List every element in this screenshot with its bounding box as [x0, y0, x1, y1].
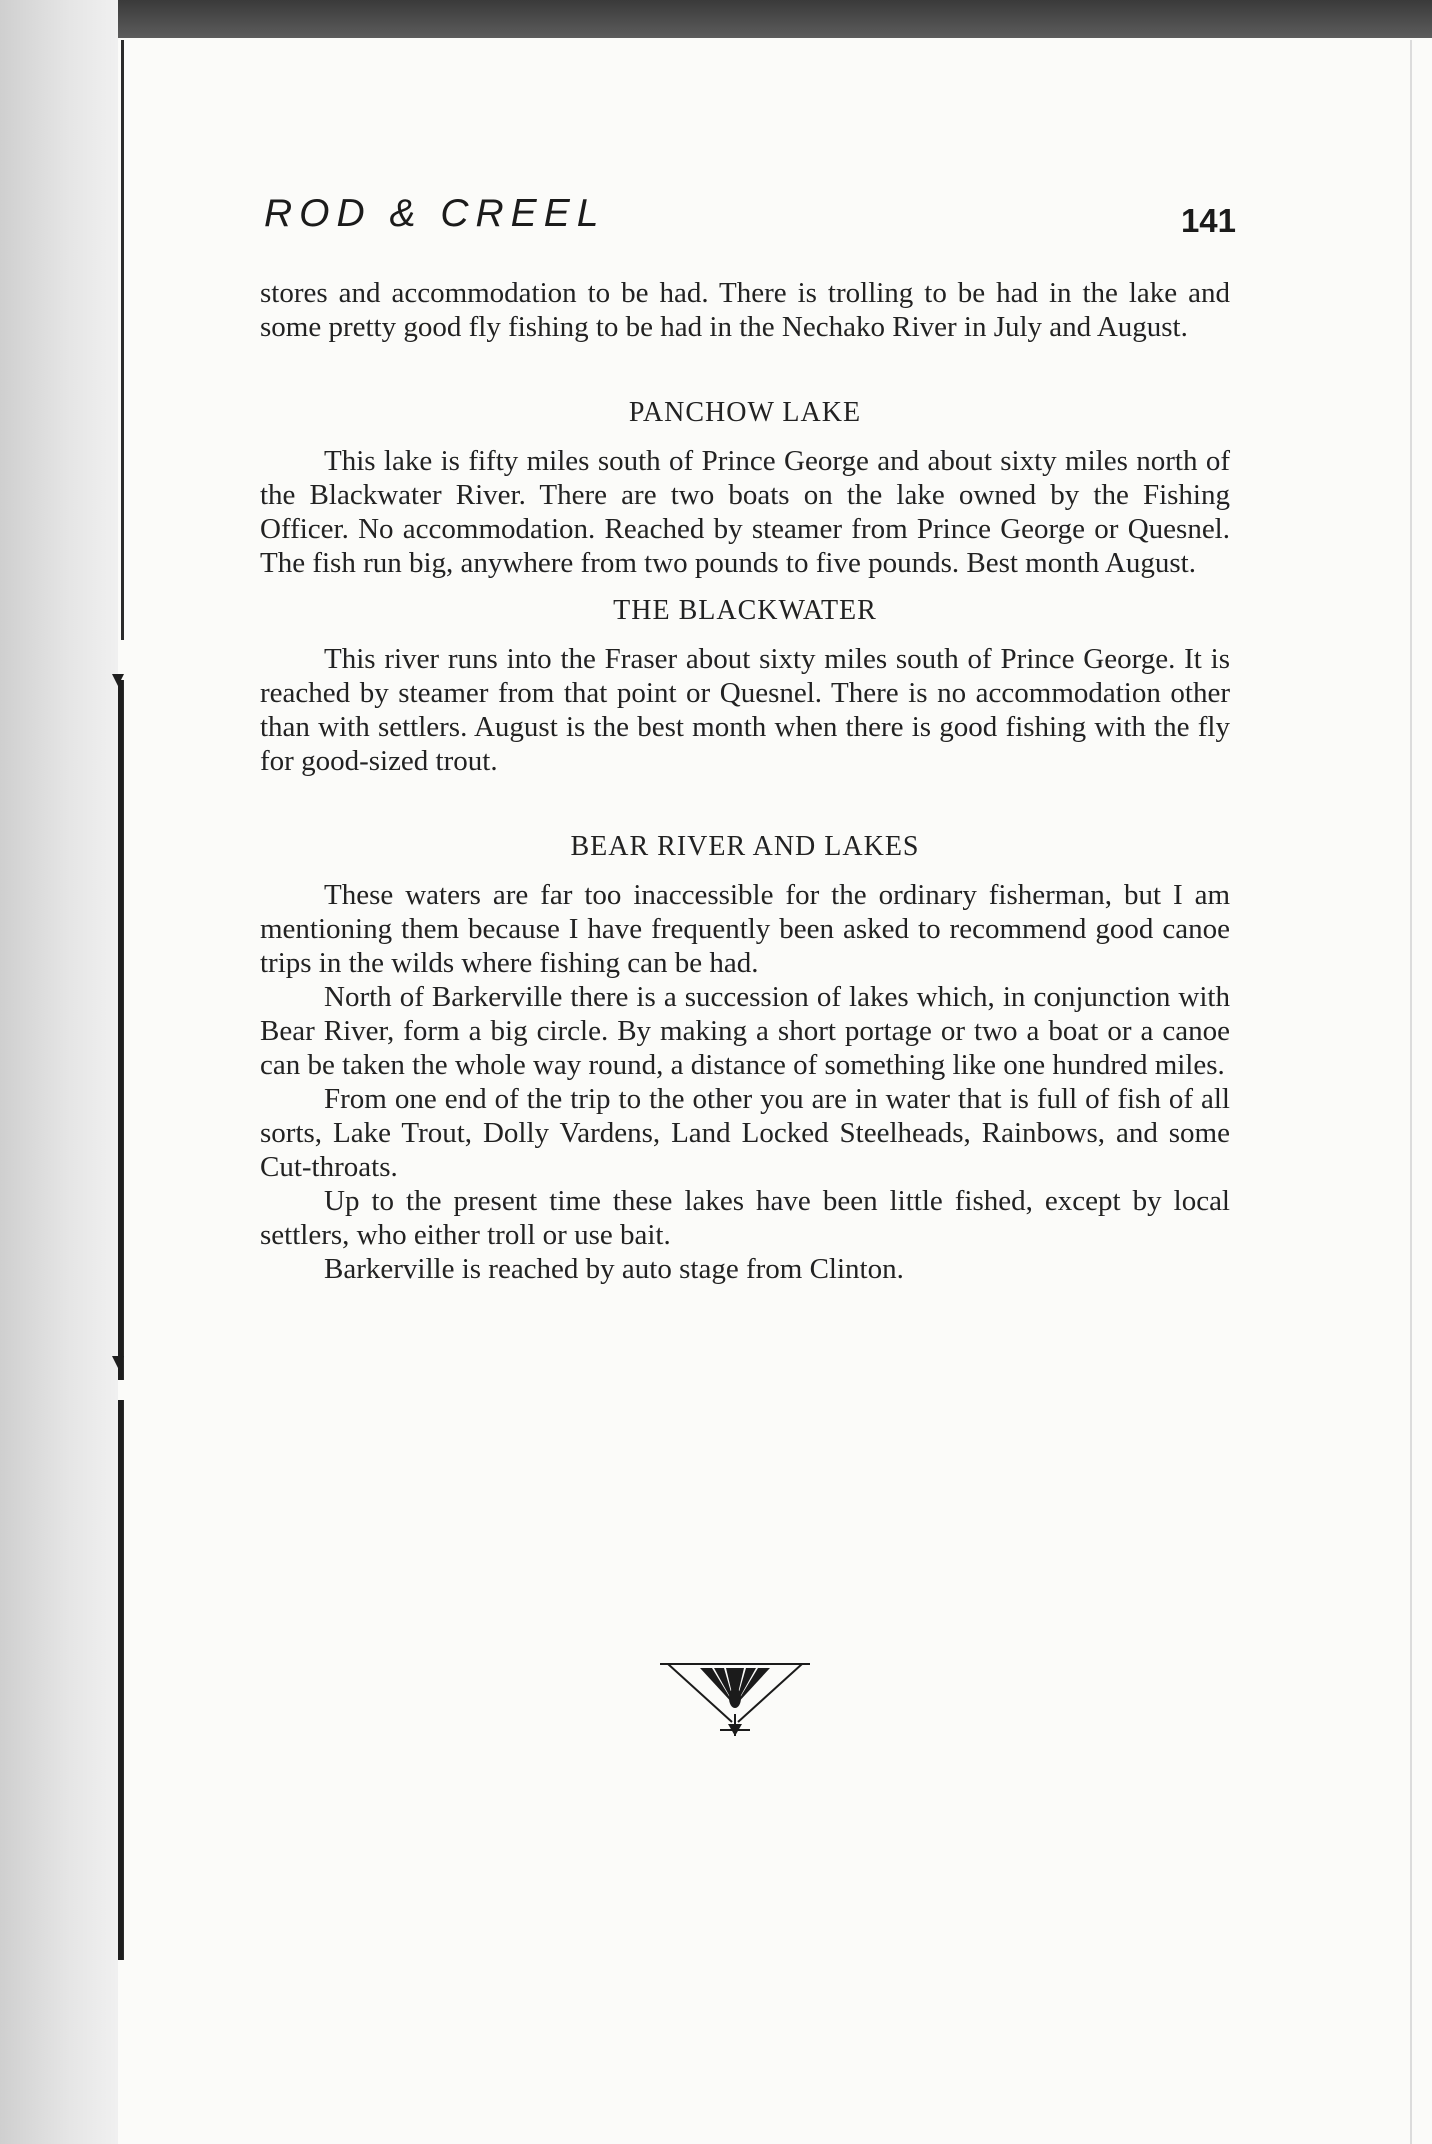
paragraph: Barkerville is reached by auto stage from Clinton.	[324, 1253, 904, 1285]
page-right-edge	[1410, 40, 1412, 2144]
fan-ornament-icon	[660, 1658, 810, 1738]
binding-shadow	[118, 1400, 123, 1960]
binding-notch-icon	[112, 674, 124, 686]
section-heading-the-blackwater: THE BLACKWATER	[613, 595, 877, 626]
section-heading-bear-river-and-lakes: BEAR RIVER AND LAKES	[570, 831, 920, 862]
binding-notch-icon	[112, 1356, 124, 1368]
paragraph: Up to the present time these lakes have been little fished, except by local settlers, who either troll or use bait.	[260, 1185, 1230, 1251]
binding-shadow	[118, 680, 123, 1380]
binding-gap	[119, 1380, 126, 1400]
page-number: 141	[1180, 202, 1236, 239]
paragraph: This lake is fifty miles south of Prince George and about sixty miles north of the Blackwater River. There are two boats on the lake owned by the Fishing Officer. No accommodation. Reached by steamer from Prince George or Quesnel. The fish run big, anywhere from two pounds to five pounds. Best month August.	[260, 445, 1230, 579]
paragraph: North of Barkerville there is a succession of lakes which, in conjunction with Bear River, form a big circle. By making a short portage or two a boat or a canoe can be taken the whole way round, a distance of something like one hundred miles.	[260, 981, 1230, 1081]
page-header	[264, 192, 1236, 252]
running-title: ROD & CREEL	[264, 192, 606, 235]
section-heading-panchow-lake: PANCHOW LAKE	[628, 397, 862, 428]
scan-top-border	[0, 0, 1432, 38]
page-body	[260, 276, 1230, 1286]
paragraph: This river runs into the Fraser about sixty miles south of Prince George. It is reached by steamer from that point or Quesnel. There is no accommodation other than with settlers. August is the best month when there is good fishing with the fly for good-sized trout.	[260, 643, 1230, 777]
scan-left-margin	[0, 0, 118, 2144]
opening-paragraph: stores and accommodation to be had. There is trolling to be had in the lake and some pretty good fly fishing to be had in the Nechako River in July and August.	[260, 277, 1230, 343]
paragraph: These waters are far too inaccessible for the ordinary fisherman, but I am mentioning them because I have frequently been asked to recommend good canoe trips in the wilds where fishing can be had.	[260, 879, 1230, 979]
paragraph: From one end of the trip to the other you are in water that is full of fish of all sorts, Lake Trout, Dolly Vardens, Land Locked Steelheads, Rainbows, and some Cut-throats.	[260, 1083, 1230, 1183]
binding-gap	[119, 1960, 126, 2144]
